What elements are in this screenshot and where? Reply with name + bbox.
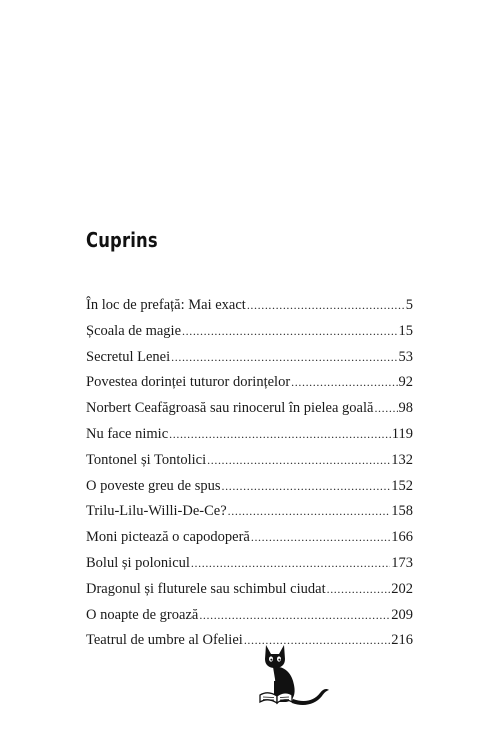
toc-entry-page: 152 <box>391 477 413 494</box>
toc-leader-dots <box>327 580 391 598</box>
toc-leader-dots <box>228 502 391 520</box>
toc-entry-page: 132 <box>391 451 413 468</box>
toc-entry-page: 15 <box>398 322 413 339</box>
toc-leader-dots <box>191 554 390 572</box>
toc-entry-label: Teatrul de umbre al Ofeliei <box>86 632 243 649</box>
toc-leader-dots <box>207 451 390 469</box>
toc-entry <box>86 631 413 657</box>
toc-leader-dots <box>247 296 405 314</box>
toc-entry-page: 216 <box>391 632 413 649</box>
toc-leader-dots <box>222 477 391 495</box>
toc-entry-label: Dragonul și fluturele sau schimbul ciudat <box>86 580 326 597</box>
toc-entry-page: 53 <box>398 348 413 365</box>
toc-leader-dots <box>199 606 390 624</box>
toc-entry-label: Școala de magie <box>86 322 182 339</box>
toc-entry <box>86 348 413 374</box>
toc-entry-page: 92 <box>398 374 413 391</box>
toc-entry-label: Secretul Lenei <box>86 348 171 365</box>
toc-entry-page: 173 <box>391 554 413 571</box>
toc-entry-label: Nu face nimic <box>86 425 169 442</box>
toc-entry-label: Tontonel și Tontolici <box>86 451 207 468</box>
toc-entry <box>86 451 413 477</box>
toc-entry <box>86 425 413 451</box>
toc-entry <box>86 580 413 606</box>
toc-entry <box>86 322 413 348</box>
toc-entry-label: Povestea dorinței tuturor dorințelor <box>86 374 291 391</box>
toc-entry-page: 5 <box>405 297 413 313</box>
toc-leader-dots <box>374 399 397 417</box>
cat-tail <box>292 689 329 705</box>
toc-entry <box>86 606 413 632</box>
toc-entry-page: 166 <box>391 529 413 546</box>
toc-entry-label: O noapte de groază <box>86 606 199 623</box>
table-of-contents <box>86 296 413 657</box>
cat-head <box>265 645 285 668</box>
toc-entry <box>86 477 413 503</box>
toc-entry-label: Moni pictează o capodoperă <box>86 529 250 546</box>
toc-entry-label: În loc de prefață: Mai exact <box>86 297 246 313</box>
toc-entry <box>86 399 413 425</box>
toc-entry-label: Norbert Ceafăgroasă sau rinocerul în pielea goală <box>86 400 374 417</box>
toc-entry-label: Trilu-Lilu-Willi-De-Ce? <box>86 503 227 520</box>
toc-leader-dots <box>291 373 397 391</box>
toc-entry <box>86 528 413 554</box>
toc-entry-page: 98 <box>398 400 413 417</box>
toc-entry-page: 202 <box>391 580 413 597</box>
toc-entry-page: 209 <box>391 606 413 623</box>
toc-entry-label: O poveste greu de spus <box>86 477 221 494</box>
open-book <box>260 693 277 703</box>
toc-entry-label: Bolul și polonicul <box>86 554 190 571</box>
toc-entry <box>86 373 413 399</box>
toc-entry-page: 119 <box>391 425 413 442</box>
toc-entry <box>86 502 413 528</box>
toc-leader-dots <box>251 528 390 546</box>
toc-leader-dots <box>182 322 397 340</box>
toc-leader-dots <box>171 348 397 366</box>
toc-leader-dots <box>169 425 391 443</box>
toc-entry <box>86 554 413 580</box>
page-title: Cuprins <box>86 228 158 252</box>
toc-entry-page: 158 <box>391 503 413 520</box>
toc-entry <box>86 296 413 322</box>
cat-reading-book-icon <box>256 643 332 707</box>
